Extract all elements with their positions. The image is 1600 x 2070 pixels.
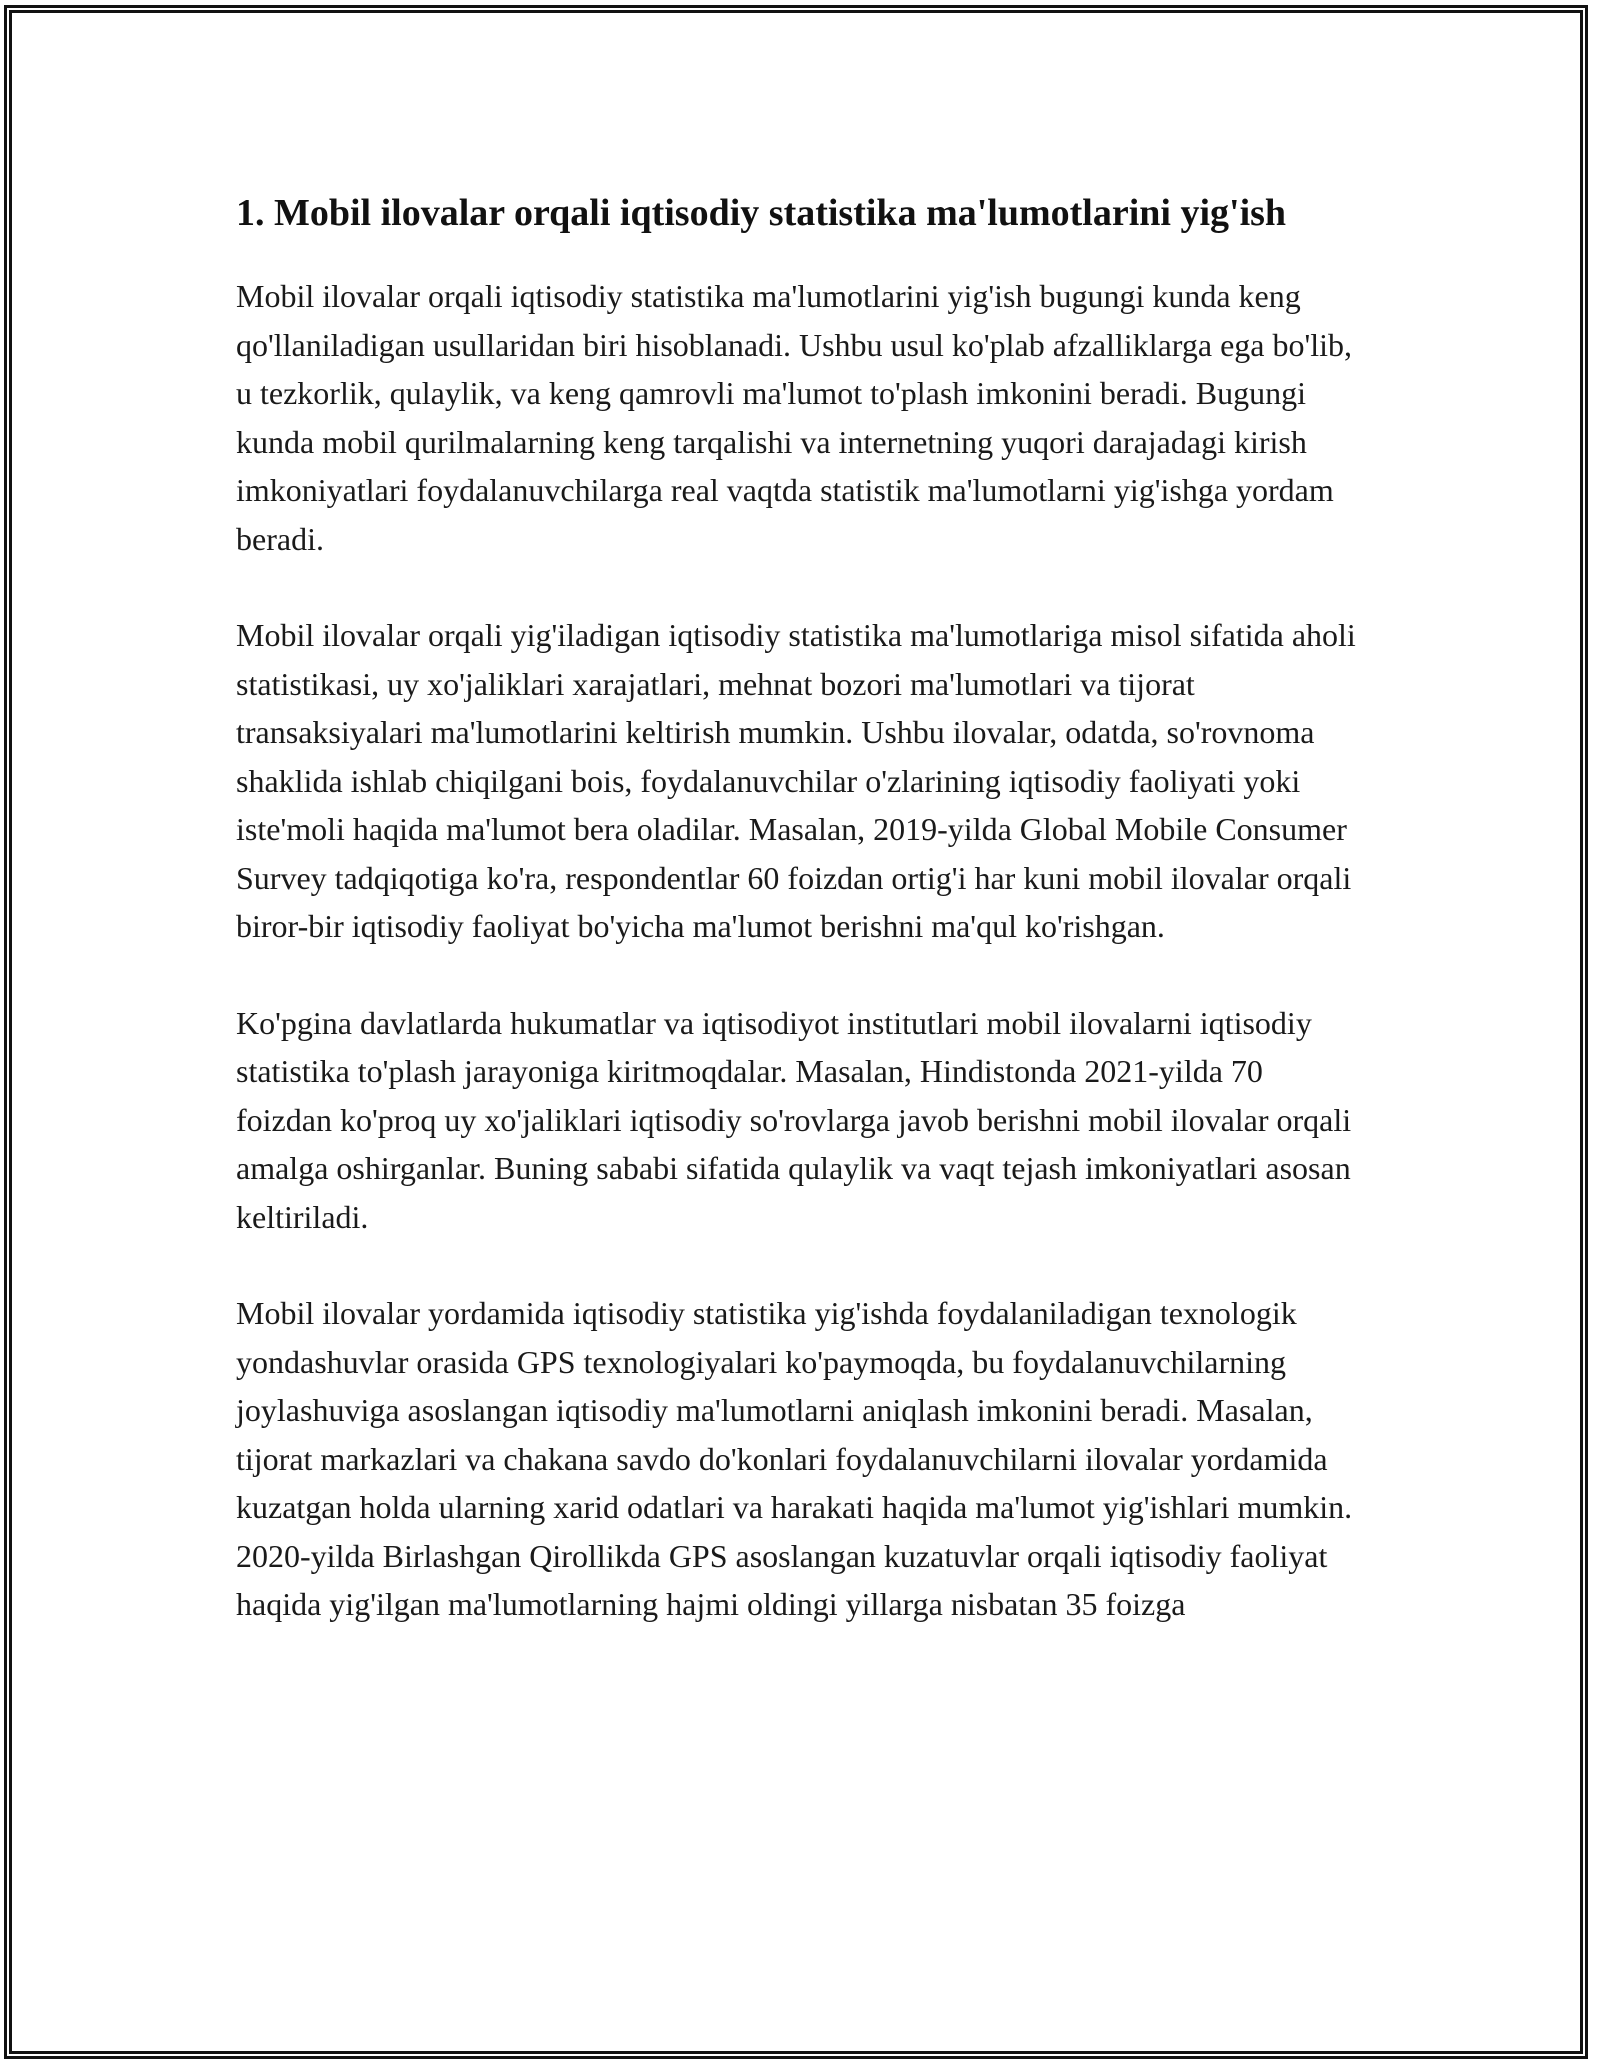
document-body <box>236 186 1360 1677</box>
paragraph-3: Ko'pgina davlatlarda hukumatlar va iqtisodiyot institutlari mobil ilovalarni iqtisodiy statistika to'plash jarayoniga kiritmoqdalar. Masalan, Hindistonda 2021-yilda 70 foizdan ko'proq uy xo'jaliklari iqtisodiy so'rovlarga javob berishni mobil ilovalar orqali amalga oshirganlar. Buning sababi sifatida qulaylik va vaqt tejash imkoniyatlari asosan keltiriladi. <box>236 1004 1352 1235</box>
section-heading: 1. Mobil ilovalar orqali iqtisodiy statistika ma'lumotlarini yig'ish <box>236 192 1287 234</box>
paragraph-4: Mobil ilovalar yordamida iqtisodiy statistika yig'ishda foydalaniladigan texnologik yondashuvlar orasida GPS texnologiyalari ko'paymoqda, bu foydalanuvchilarning joylashuviga asoslangan iqtisodiy ma'lumotlarni aniqlash imkonini beradi. Masalan, tijorat markazlari va chakana savdo do'konlari foydalanuvchilarni ilovalar yordamida kuzatgan holda ularning xarid odatlari va harakati haqida ma'lumot yig'ishlari mumkin. 2020-yilda Birlashgan Qirollikda GPS asoslangan kuzatuvlar orqali iqtisodiy faoliyat haqida yig'ilgan ma'lumotlarning hajmi oldingi yillarga nisbatan 35 foizga <box>236 1295 1353 1622</box>
paragraph-1: Mobil ilovalar orqali iqtisodiy statistika ma'lumotlarini yig'ish bugungi kunda keng qo'llaniladigan usullaridan biri hisoblanadi. Ushbu usul ko'plab afzalliklarga ega bo'lib, u tezkorlik, qulaylik, va keng qamrovli ma'lumot to'plash imkonini beradi. Bugungi kunda mobil qurilmalarning keng tarqalishi va internetning yuqori darajadagi kirish imkoniyatlari foydalanuvchilarga real vaqtda statistik ma'lumotlarni yig'ishga yordam beradi. <box>236 278 1353 557</box>
paragraph-2: Mobil ilovalar orqali yig'iladigan iqtisodiy statistika ma'lumotlariga misol sifatida aholi statistikasi, uy xo'jaliklari xarajatlari, mehnat bozori ma'lumotlari va tijorat transaksiyalari ma'lumotlarini keltirish mumkin. Ushbu ilovalar, odatda, so'rovnoma shaklida ishlab chiqilgani bois, foydalanuvchilar o'zlarining iqtisodiy faoliyati yoki iste'moli haqida ma'lumot bera oladilar. Masalan, 2019-yilda Global Mobile Consumer Survey tadqiqotiga ko'ra, respondentlar 60 foizdan ortig'i har kuni mobil ilovalar orqali biror-bir iqtisodiy faoliyat bo'yicha ma'lumot berishni ma'qul ko'rishgan. <box>236 617 1356 944</box>
